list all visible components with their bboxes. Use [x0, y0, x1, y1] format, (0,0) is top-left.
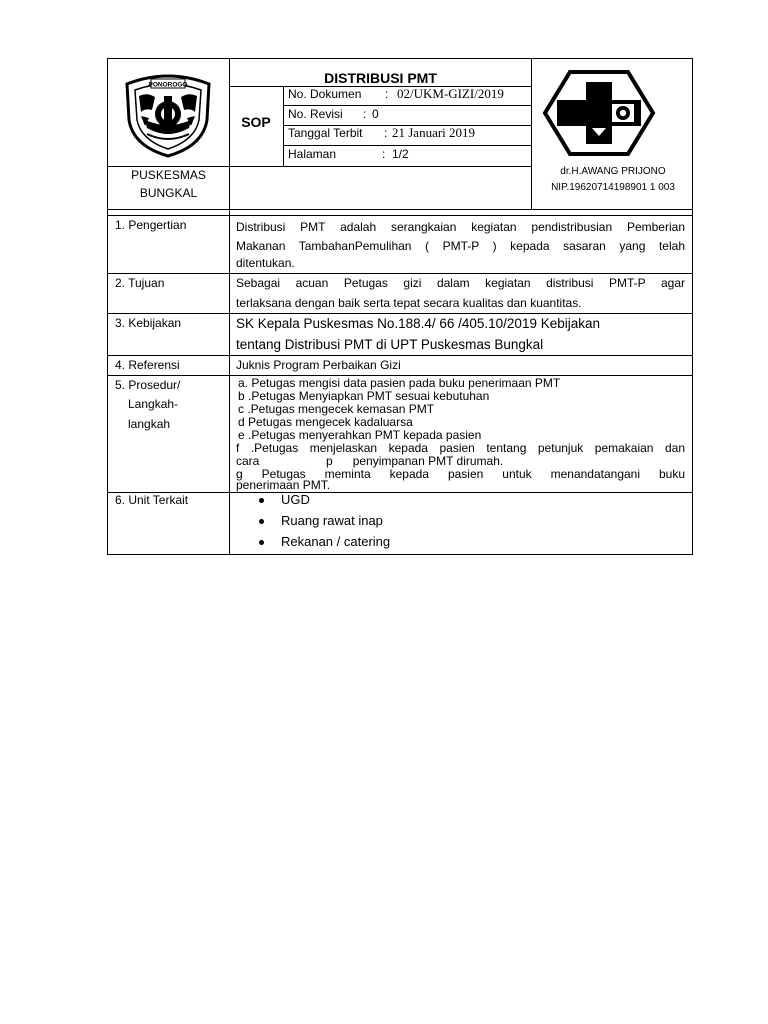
- divider: [107, 166, 532, 167]
- procedure-step: cara p penyimpanan PMT dirumah.: [236, 454, 504, 468]
- row-label-prosedur: 5. Prosedur/: [115, 378, 181, 392]
- divider: [107, 313, 693, 314]
- divider: [107, 215, 693, 216]
- table-border-top: [107, 58, 693, 59]
- divider: [283, 105, 532, 106]
- procedure-step: d Petugas mengecek kadaluarsa: [238, 415, 413, 429]
- meta-sep: :: [382, 147, 386, 161]
- divider: [107, 209, 693, 210]
- meta-label-tanggal-terbit: Tanggal Terbit: [288, 126, 363, 140]
- row-label-prosedur: Langkah-: [128, 397, 179, 411]
- svg-text:PONOROGO: PONOROGO: [148, 81, 188, 89]
- meta-label-no-dokumen: No. Dokumen: [288, 87, 362, 101]
- kebijakan-text-line: SK Kepala Puskesmas No.188.4/ 66 /405.10/2019 Kebijakan: [236, 316, 600, 331]
- row-label-tujuan: 2. Tujuan: [115, 276, 165, 290]
- procedure-step: b .Petugas Menyiapkan PMT sesuai kebutuhan: [238, 389, 490, 403]
- puskesmas-logo-icon: [542, 70, 656, 156]
- meta-sep: :: [384, 126, 388, 140]
- divider: [283, 145, 532, 146]
- meta-sep: :: [363, 107, 367, 121]
- ponorogo-seal-icon: [117, 70, 219, 158]
- pengertian-text-line: ditentukan.: [236, 256, 295, 270]
- pengertian-text-line: Distribusi PMT adalah serangkaian kegiatan pendistribusian Pemberian: [236, 220, 685, 234]
- divider: [531, 58, 532, 209]
- org-name-line1: PUSKESMAS: [131, 168, 206, 182]
- bullet-icon: [259, 498, 264, 503]
- unit-item: Rekanan / catering: [281, 534, 391, 549]
- unit-item: UGD: [281, 492, 310, 507]
- meta-value-no-dokumen: 02/UKM-GIZI/2019: [397, 86, 504, 101]
- meta-value-tanggal-terbit: 21 Januari 2019: [392, 125, 476, 140]
- meta-label-no-revisi: No. Revisi: [288, 107, 343, 121]
- meta-sep: :: [385, 87, 389, 101]
- procedure-step: g Petugas meminta kepada pasien untuk menandatangani buku: [236, 467, 685, 481]
- pengertian-text-line: Makanan TambahanPemulihan ( PMT-P ) kepada sasaran yang telah: [236, 239, 685, 253]
- divider: [229, 58, 230, 555]
- procedure-step: e .Petugas menyerahkan PMT kepada pasien: [238, 428, 482, 442]
- procedure-step: f .Petugas menjelaskan kepada pasien tentang petunjuk pemakaian dan: [236, 441, 685, 455]
- row-label-pengertian: 1. Pengertian: [115, 218, 187, 232]
- referensi-text: Juknis Program Perbaikan Gizi: [236, 358, 401, 372]
- divider: [107, 355, 693, 356]
- kebijakan-text-line: tentang Distribusi PMT di UPT Puskesmas Bungkal: [236, 337, 544, 352]
- divider: [283, 86, 284, 166]
- meta-label-halaman: Halaman: [288, 147, 337, 161]
- table-border-right: [692, 58, 693, 555]
- org-name-line2: BUNGKAL: [139, 186, 198, 200]
- divider: [107, 492, 693, 493]
- row-label-referensi: 4. Referensi: [115, 358, 180, 372]
- meta-value-no-revisi: 0: [372, 107, 379, 121]
- tujuan-text-line: Sebagai acuan Petugas gizi dalam kegiatan distribusi PMT-P agar: [236, 276, 685, 290]
- bullet-icon: [259, 540, 264, 545]
- row-label-unit-terkait: 6. Unit Terkait: [115, 493, 189, 507]
- row-label-kebijakan: 3. Kebijakan: [115, 316, 182, 330]
- tujuan-text-line: terlaksana dengan baik serta tepat secara kualitas dan kuantitas.: [236, 296, 582, 310]
- meta-value-halaman: 1/2: [392, 147, 409, 161]
- signer-name: dr.H.AWANG PRIJONO: [560, 166, 666, 177]
- unit-item: Ruang rawat inap: [281, 513, 383, 528]
- procedure-step: c .Petugas mengecek kemasan PMT: [238, 402, 435, 416]
- procedure-step: a. Petugas mengisi data pasien pada buku penerimaan PMT: [238, 376, 561, 390]
- bullet-icon: [259, 519, 264, 524]
- divider: [107, 273, 693, 274]
- procedure-step: penerimaan PMT.: [236, 478, 331, 492]
- signer-nip: NIP.19620714198901 1 003: [551, 182, 675, 193]
- document-title: DISTRIBUSI PMT: [324, 70, 437, 86]
- sop-label: SOP: [241, 114, 271, 130]
- table-border-bottom: [107, 554, 693, 555]
- table-border-left: [107, 58, 108, 555]
- row-label-prosedur: langkah: [128, 417, 171, 431]
